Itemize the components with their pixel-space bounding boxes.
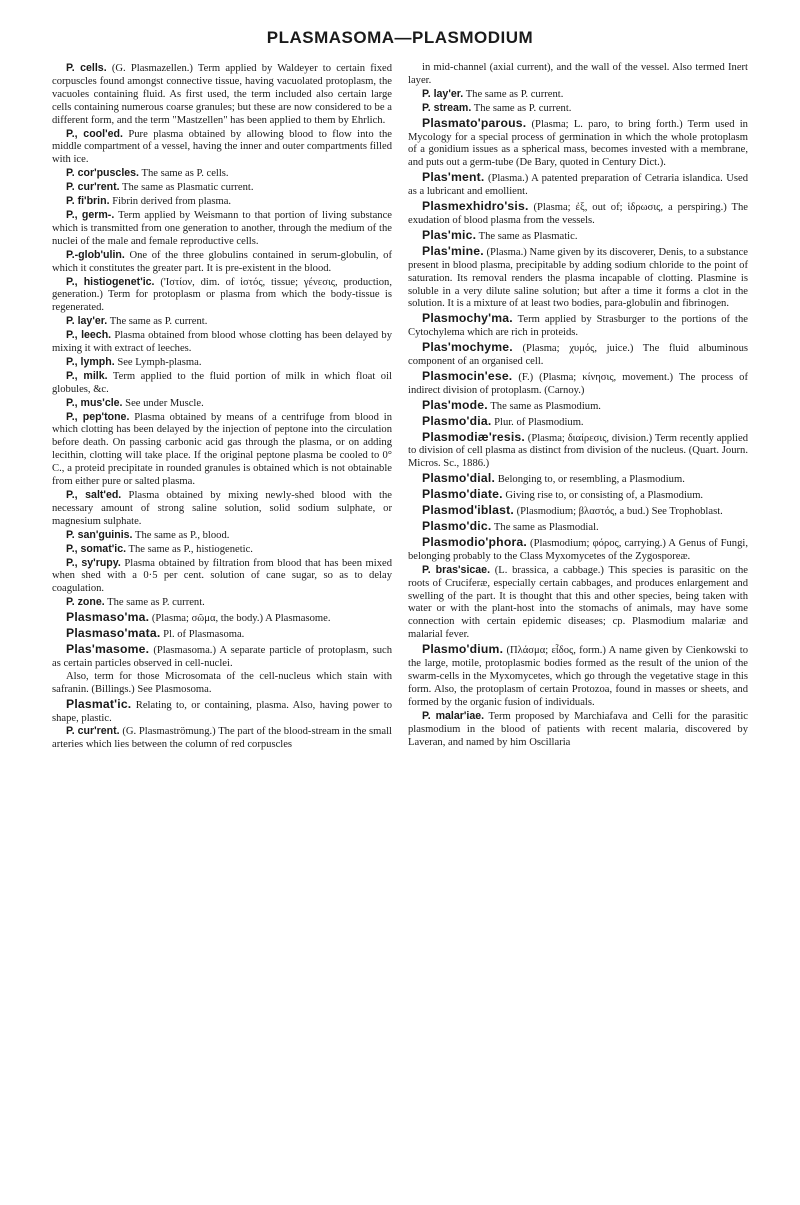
entry-definition: (Plasmodium; βλαστός, a bud.) See Trophoblast.: [516, 506, 723, 518]
entry-headword: Plasmaso'ma.: [66, 610, 150, 625]
entry-definition: Belonging to, or resembling, a Plasmodium.: [497, 474, 685, 486]
entry-definition: Fibrin derived from plasma.: [112, 196, 232, 208]
entry-definition: Plasma obtained by filtration from blood that has been mixed when shed with a 0·5 per cent. solution of cane sugar, so as to delay coagulation.: [52, 557, 392, 595]
entry-definition: The same as P. current.: [465, 88, 564, 100]
dictionary-entry: [52, 543, 392, 557]
entry-definition: (Plasma; L. paro, to bring forth.) Term used in Mycology for a special process of germination in which the whole protoplasm of a gonidium issues as a spherical mass, becomes invested with a membrane, and puts out a germ-tube (De Bary, quoted in Century Dict.).: [408, 118, 748, 169]
dictionary-entry: [408, 710, 748, 750]
entry-definition: (Plasmasoma.) A separate particle of protoplasm, such as certain particles observed in cell-nuclei.: [52, 644, 392, 669]
entry-definition: Plasma obtained by mixing newly-shed blood with the necessary amount of strong saline solution, solid sodium sulphate, or magnesium sulphate.: [52, 490, 392, 527]
dictionary-entry: [408, 117, 748, 171]
entry-headword: P., salt'ed.: [66, 489, 122, 501]
dictionary-entry: [52, 315, 392, 329]
entry-headword: P. lay'er.: [422, 87, 464, 100]
entry-definition: Plur. of Plasmodium.: [494, 416, 584, 428]
dictionary-entry: [52, 128, 392, 168]
dictionary-entry: [52, 167, 392, 181]
entry-definition: in mid-channel (axial current), and the wall of the vessel. Also termed Inert layer.: [408, 62, 748, 86]
entry-headword: P., pep'tone.: [66, 410, 130, 423]
entry-headword: Plas'mode.: [422, 397, 488, 412]
entry-headword: Plas'ment.: [422, 170, 485, 185]
entry-definition: (G. Plasmaströmung.) The part of the blood-stream in the small arteries which lies between the column of red corpuscles: [52, 726, 392, 751]
dictionary-entry: [52, 370, 392, 397]
dictionary-entry: [408, 520, 748, 535]
entry-headword: P. bras'sicae.: [422, 563, 491, 576]
entry-definition: The same as P., blood.: [134, 529, 230, 541]
entry-definition: (Plasma; ἐξ, out of; ἱδρωσις, a perspiring.) The exudation of blood plasma from the vessels.: [408, 202, 748, 226]
entry-definition: ('Ιστίον, dim. of ἱστός, tissue; γένεσις, production, generation.) Term for protoplasm or plasma from which the body-tissue is regenerated.: [52, 276, 392, 314]
entry-definition: Plasma obtained by means of a centrifuge from blood in which clotting has been delayed by the injection of peptone into the circulation before death. On passing carbonic acid gas through the plasma, or on adding lecithin, clotting will take place. If the original peptone plasma be cooled to 0° C., a proteid precipitate in rounded granules is obtained which is not obtainable from either pure or salted plasma.: [52, 411, 392, 488]
dictionary-entry: [408, 472, 748, 487]
left-column: [52, 62, 392, 752]
entry-headword: P. malar'iae.: [422, 709, 485, 722]
dictionary-entry: [52, 329, 392, 356]
dictionary-entry: [52, 181, 392, 195]
dictionary-entry: [52, 643, 392, 671]
dictionary-entry: [52, 356, 392, 370]
entry-headword: P., leech.: [66, 329, 112, 342]
dictionary-entry: [408, 171, 748, 199]
dictionary-entry: [52, 489, 392, 529]
entry-definition: Plasma obtained from blood whose clotting has been delayed by mixing it with extract of leeches.: [52, 330, 393, 355]
dictionary-entry: [408, 229, 748, 244]
entry-definition: (Plasma; σῶμα, the body.) A Plasmasome.: [151, 613, 331, 625]
entry-headword: P. cells.: [66, 62, 107, 74]
entry-definition: Pure plasma obtained by allowing blood to flow into the middle compartment of a vessel, having the inner and outer compartments filled with ice.: [52, 128, 392, 166]
dictionary-entry: [52, 725, 392, 752]
entry-headword: Plasmo'dial.: [422, 471, 496, 486]
right-column: [408, 62, 748, 749]
entry-headword: P., lymph.: [66, 355, 115, 368]
entry-headword: Plasmod'iblast.: [422, 503, 514, 518]
dictionary-entry: [408, 488, 748, 503]
entry-definition: One of the three globulins contained in serum-globulin, of which it constitutes the greater part. It is pre-existent in the blood.: [52, 249, 392, 274]
entry-definition: (Πλάσμα; εἶδος, form.) A name given by Cienkowski to the large, motile, protoplasmic bodies formed as the result of the union of the swarm-cells in the Myxomycetes, which go through the vegetative stage in this form. Also, the protoplasm of certain Protozoa, found in masses or sheets, and formed by the organic fusion of individuals.: [408, 645, 748, 708]
dictionary-entry: [52, 62, 392, 128]
entry-headword: Plasmo'dium.: [422, 642, 504, 657]
dictionary-entry: [408, 370, 748, 398]
entry-definition: Also, term for those Microsomata of the cell-nucleus which stain with safranin. (Billings.) See Plasmosoma.: [52, 670, 392, 695]
dictionary-entry: [408, 341, 748, 369]
dictionary-entry: [52, 529, 392, 543]
entry-definition: The same as Plasmodium.: [490, 400, 601, 412]
entry-headword: P. fi'brin.: [66, 195, 110, 208]
entry-headword: Plasmat'ic.: [66, 696, 132, 711]
entry-definition: (Plasmodium; φόρος, carrying.) A Genus of Fungi, belonging probably to the Class Myxomycetes of the Zygosporeæ.: [408, 537, 748, 562]
entry-headword: P., milk.: [66, 369, 108, 382]
entry-headword: Plas'masome.: [66, 641, 150, 656]
entry-headword: P. cor'puscles.: [66, 167, 139, 180]
entry-definition: Term applied by Strasburger to the portions of the Cytochylema which are rich in proteids.: [408, 314, 748, 339]
entry-headword: P. lay'er.: [66, 315, 108, 328]
entry-definition: Term applied to the fluid portion of milk in which float oil globules, &c.: [52, 370, 392, 395]
entry-definition: Giving rise to, or consisting of, a Plasmodium.: [505, 490, 704, 502]
entry-definition: (G. Plasmazellen.) Term applied by Waldeyer to certain fixed corpuscles found amongst connective tissue, having vacuolated protoplasm, the vacuoles containing fluid. As first used, the term included also certain large cells containing numerous coarse granules; but these are now considered to be a different form, and the term "Mastzellen" has been applied to them by Ehrlich.: [52, 63, 393, 126]
entry-definition: Term applied by Weismann to that portion of living substance which is transmitted from one generation to another, through the medium of the nuclei of the male and female reproductive cells.: [52, 209, 392, 247]
entry-headword: Plasmo'dic.: [422, 519, 492, 533]
entry-headword: P.-glob'ulin.: [66, 248, 125, 261]
entry-definition: (Plasma.) A patented preparation of Cetraria islandica. Used as a lubricant and emollient.: [408, 173, 748, 198]
dictionary-entry: [52, 698, 392, 726]
dictionary-entry: [52, 411, 392, 489]
entry-headword: P. stream.: [422, 101, 472, 114]
entry-headword: P. cur'rent.: [66, 181, 120, 194]
entry-headword: P., somat'ic.: [66, 542, 127, 555]
dictionary-entry: [408, 415, 748, 430]
entry-definition: Pl. of Plasmasoma.: [163, 629, 245, 641]
entry-headword: Plasmodiæ'resis.: [422, 429, 525, 444]
entry-headword: P., mus'cle.: [66, 396, 123, 409]
entry-definition: Relating to, or containing, plasma. Also, having power to shape, plastic.: [52, 699, 392, 724]
entry-headword: P., histiogenet'ic.: [66, 275, 155, 288]
entry-headword: P., cool'ed.: [66, 127, 123, 140]
entry-definition: Term proposed by Marchiafava and Celli for the parasitic plasmodium in the blood of patients with recent malaria, discovered by Laveran, and named by him Oscillaria: [408, 710, 748, 748]
entry-headword: P., germ-.: [66, 208, 115, 221]
entry-definition: The same as P. current.: [109, 316, 208, 328]
entry-headword: Plasmocin'ese.: [422, 368, 513, 383]
entry-definition: The same as Plasmodial.: [493, 522, 599, 533]
entry-headword: Plasmo'dia.: [422, 413, 492, 428]
dictionary-entry: [408, 431, 748, 472]
entry-definition: The same as P., histiogenetic.: [128, 543, 253, 555]
dictionary-entry: [408, 399, 748, 414]
entry-definition: The same as Plasmatic current.: [122, 182, 254, 194]
dictionary-entry: [52, 557, 392, 597]
entry-definition: See under Muscle.: [125, 397, 204, 409]
dictionary-entry: [52, 671, 392, 697]
dictionary-entry: [52, 209, 392, 249]
entry-headword: Plasmochy'ma.: [422, 311, 513, 326]
dictionary-entry: [408, 643, 748, 710]
entry-definition: The same as Plasmatic.: [478, 230, 578, 242]
dictionary-entry: [52, 627, 392, 642]
dictionary-entry: [408, 536, 748, 564]
entry-definition: (Plasma.) Name given by its discoverer, Denis, to a substance present in blood plasma, precipitable by adding sodium chloride to the point of saturation. Its removal renders the plasma incapable of clotting. Plasmine is soluble in a very dilute saline solution; but after a time it forms a clot in the solution. It is a mixture of at least two bodies, para-globulin and fibrinogen.: [408, 246, 748, 310]
dictionary-entry: [52, 611, 392, 626]
entry-headword: P. san'guinis.: [66, 528, 133, 541]
dictionary-entry: [52, 397, 392, 411]
entry-definition: (F.) (Plasma; κίνησις, movement.) The process of indirect division of protoplasm. (Carnoy.): [408, 371, 748, 396]
entry-definition: (Plasma; χυμός, juice.) The fluid albuminous component of an organised cell.: [408, 343, 748, 368]
running-header: PLASMASOMA—PLASMODIUM: [266, 28, 534, 47]
entry-headword: Plas'mochyme.: [422, 340, 513, 355]
dictionary-entry: [408, 504, 748, 519]
dictionary-entry: [408, 62, 748, 88]
dictionary-entry: [408, 102, 748, 116]
entry-headword: Plasmexhidro'sis.: [422, 199, 529, 214]
entry-definition: See Lymph-plasma.: [117, 356, 202, 368]
dictionary-entry: [408, 88, 748, 102]
entry-headword: Plasmo'diate.: [422, 487, 503, 502]
dictionary-entry: [408, 312, 748, 340]
entry-definition: The same as P. current.: [107, 597, 205, 609]
dictionary-entry: [52, 596, 392, 610]
entry-headword: Plas'mine.: [422, 243, 484, 258]
dictionary-entry: [52, 249, 392, 276]
dictionary-entry: [408, 564, 748, 642]
entry-headword: Plasmato'parous.: [422, 115, 527, 130]
entry-definition: The same as P. cells.: [141, 168, 229, 180]
entry-headword: Plas'mic.: [422, 227, 477, 242]
entry-definition: The same as P. current.: [473, 102, 572, 114]
entry-headword: Plasmaso'mata.: [66, 626, 161, 641]
dictionary-entry: [408, 200, 748, 228]
entry-headword: P. cur'rent.: [66, 725, 120, 738]
entry-headword: P. zone.: [66, 596, 105, 609]
dictionary-entry: [408, 245, 748, 312]
dictionary-entry: [52, 195, 392, 209]
entry-headword: P., sy'rupy.: [66, 556, 121, 569]
entry-definition: (Plasma; διαίρεσις, division.) Term recently applied to division of cell plasma as distinct from division of the nucleus. (Quart. Journ. Micros. Sc., 1886.): [408, 432, 748, 470]
entry-headword: Plasmodio'phora.: [422, 534, 527, 549]
dictionary-entry: [52, 276, 392, 316]
entry-definition: (L. brassica, a cabbage.) This species is parasitic on the roots of Cruciferæ, especially certain cabbages, and produces enlargement and swelling of the part. It is thought that this and other species, being taken with water or with the plant-host into the stomachs of animals, may have some connection with certain epidemic diseases; cp. Plasmodium malariæ and malarial fever.: [408, 564, 748, 641]
